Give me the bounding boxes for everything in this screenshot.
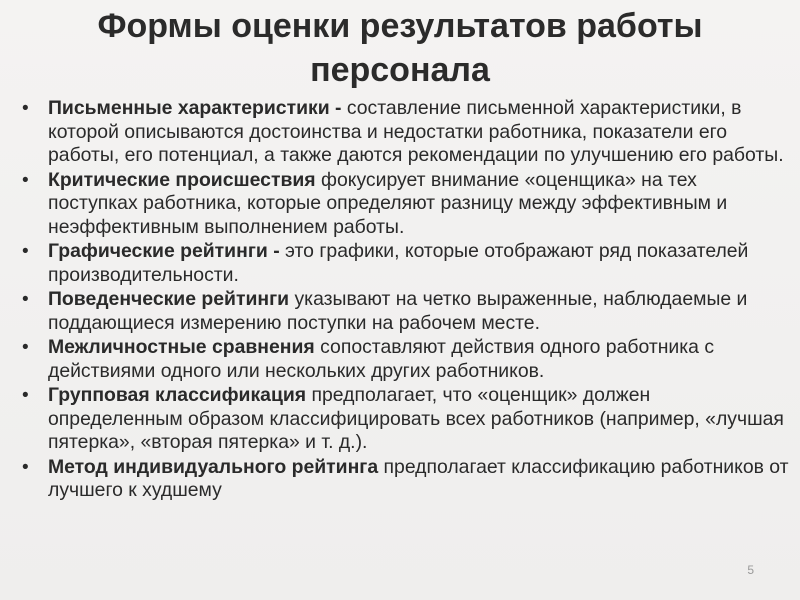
bullet-term: Метод индивидуального рейтинга bbox=[48, 455, 379, 478]
bullet-marker: • bbox=[22, 241, 29, 262]
bullet-item bbox=[20, 384, 790, 455]
bullet-description: указывают на четко выраженные, наблюдаемые и поддающиеся измерению поступки на рабочем месте. bbox=[48, 288, 748, 334]
bullet-marker: • bbox=[22, 169, 29, 191]
bullet-term: Критические происшествия bbox=[48, 168, 316, 191]
bullet-description: сопоставляют действия одного работника с действиями одного или нескольких других работников. bbox=[48, 336, 715, 382]
page-number: 5 bbox=[747, 563, 754, 577]
bullet-term: Поведенческие рейтинги bbox=[48, 288, 290, 310]
bullet-description: предполагает, что «оценщик» должен определенным образом классифицировать всех работников (например, «лучшая пятерка», «вторая пятерка» и т. д.). bbox=[48, 384, 784, 453]
bullet-marker: • bbox=[22, 456, 29, 478]
bullet-description: составление письменной характеристики, в которой описываются достоинства и недостатки работника, показатели его работы, его потенциал, а также даются рекомендации по улучшению его работы. bbox=[48, 97, 784, 166]
bullet-description: предполагает классификацию работников от лучшего к худшему bbox=[48, 455, 789, 501]
bullet-list bbox=[20, 97, 790, 504]
bullet-marker: • bbox=[22, 385, 29, 406]
bullet-term: Графические рейтинги - bbox=[48, 240, 280, 262]
bullet-item bbox=[20, 169, 790, 240]
bullet-item bbox=[20, 97, 790, 168]
bullet-item bbox=[20, 456, 790, 503]
bullet-marker: • bbox=[22, 98, 29, 119]
bullet-description: фокусирует внимание «оценщика» на тех поступках работника, которые определяют разницу между эффективным и неэффективным выполнением работы. bbox=[48, 168, 728, 238]
bullet-item bbox=[20, 336, 790, 383]
bullet-term: Групповая классификация bbox=[48, 384, 307, 406]
bullet-marker: • bbox=[22, 337, 29, 358]
bullet-marker: • bbox=[22, 289, 29, 310]
bullet-item bbox=[20, 240, 790, 287]
bullet-description: это графики, которые отображают ряд показателей производительности. bbox=[48, 240, 749, 286]
bullet-term: Письменные характеристики - bbox=[48, 97, 342, 119]
slide-title: Формы оценки результатов работы персонала bbox=[97, 7, 703, 89]
bullet-term: Межличностные сравнения bbox=[48, 336, 315, 358]
bullet-item bbox=[20, 288, 790, 335]
